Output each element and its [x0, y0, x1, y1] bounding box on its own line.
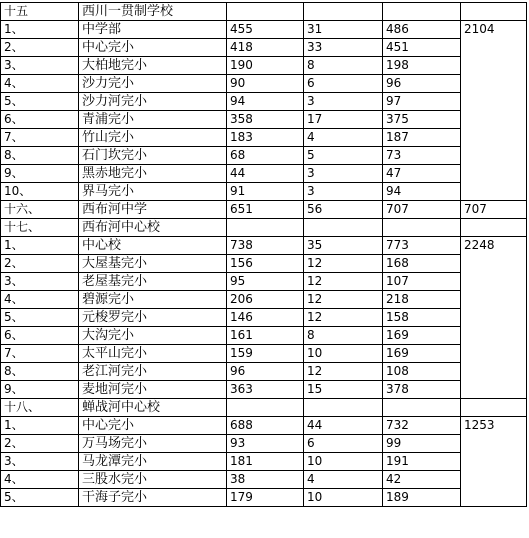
row-index-cell[interactable]: 十六、	[1, 201, 79, 219]
value-cell-3[interactable]: 42	[383, 471, 461, 489]
value-cell-2[interactable]: 31	[304, 21, 383, 39]
table-row	[1, 237, 527, 255]
value-cell-1[interactable]: 181	[227, 453, 304, 471]
value-cell-3[interactable]: 97	[383, 93, 461, 111]
value-cell-3[interactable]: 158	[383, 309, 461, 327]
school-name-cell[interactable]: 三股水完小	[79, 471, 227, 489]
value-cell-1[interactable]: 688	[227, 417, 304, 435]
school-name-cell[interactable]: 界马完小	[79, 183, 227, 201]
value-cell-2[interactable]: 17	[304, 111, 383, 129]
value-cell-2[interactable]: 12	[304, 273, 383, 291]
value-cell-3[interactable]: 107	[383, 273, 461, 291]
value-cell-1[interactable]: 90	[227, 75, 304, 93]
value-cell-2[interactable]: 33	[304, 39, 383, 57]
row-index-cell[interactable]: 8、	[1, 363, 79, 381]
value-cell-1[interactable]: 146	[227, 309, 304, 327]
group-total-cell[interactable]	[461, 3, 527, 21]
value-cell-2[interactable]: 3	[304, 93, 383, 111]
value-cell-2[interactable]: 12	[304, 291, 383, 309]
table-row	[1, 381, 527, 399]
row-index-cell[interactable]: 3、	[1, 453, 79, 471]
value-cell-2[interactable]: 56	[304, 201, 383, 219]
top-edge-mask	[0, 0, 529, 2]
school-name-cell[interactable]: 干海子完小	[79, 489, 227, 507]
school-name-cell[interactable]: 麦地河完小	[79, 381, 227, 399]
table-row	[1, 165, 527, 183]
row-index-cell[interactable]: 6、	[1, 111, 79, 129]
group-total-cell[interactable]: 2248	[461, 237, 527, 399]
value-cell-3[interactable]: 94	[383, 183, 461, 201]
value-cell-3[interactable]: 189	[383, 489, 461, 507]
table-row	[1, 93, 527, 111]
value-cell-3[interactable]: 99	[383, 435, 461, 453]
table-row	[1, 399, 527, 417]
school-name-cell[interactable]: 大柏地完小	[79, 57, 227, 75]
row-index-cell[interactable]: 2、	[1, 39, 79, 57]
group-total-cell[interactable]	[461, 399, 527, 417]
row-index-cell[interactable]: 十八、	[1, 399, 79, 417]
value-cell-3[interactable]: 378	[383, 381, 461, 399]
table-row	[1, 291, 527, 309]
table-row	[1, 363, 527, 381]
value-cell-3[interactable]: 451	[383, 39, 461, 57]
row-index-cell[interactable]: 5、	[1, 93, 79, 111]
value-cell-1[interactable]: 206	[227, 291, 304, 309]
row-index-cell[interactable]: 4、	[1, 291, 79, 309]
value-cell-1[interactable]: 363	[227, 381, 304, 399]
school-name-cell[interactable]: 太平山完小	[79, 345, 227, 363]
value-cell-1[interactable]	[227, 399, 304, 417]
value-cell-1[interactable]: 358	[227, 111, 304, 129]
table-body	[1, 3, 527, 507]
value-cell-2[interactable]: 3	[304, 165, 383, 183]
value-cell-2[interactable]: 6	[304, 75, 383, 93]
value-cell-3[interactable]: 187	[383, 129, 461, 147]
group-total-cell[interactable]: 707	[461, 201, 527, 219]
school-name-cell[interactable]: 中心校	[79, 237, 227, 255]
school-name-cell[interactable]: 西布河中学	[79, 201, 227, 219]
value-cell-1[interactable]: 68	[227, 147, 304, 165]
value-cell-1[interactable]: 161	[227, 327, 304, 345]
row-index-cell[interactable]: 1、	[1, 237, 79, 255]
value-cell-1[interactable]: 738	[227, 237, 304, 255]
value-cell-2[interactable]	[304, 399, 383, 417]
group-total-cell[interactable]: 1253	[461, 417, 527, 507]
value-cell-3[interactable]	[383, 219, 461, 237]
school-name-cell[interactable]: 青浦完小	[79, 111, 227, 129]
row-index-cell[interactable]: 2、	[1, 255, 79, 273]
table-row	[1, 489, 527, 507]
row-index-cell[interactable]: 十五	[1, 3, 79, 21]
value-cell-1[interactable]: 159	[227, 345, 304, 363]
value-cell-2[interactable]: 3	[304, 183, 383, 201]
school-name-cell[interactable]: 马龙潭完小	[79, 453, 227, 471]
value-cell-3[interactable]	[383, 3, 461, 21]
row-index-cell[interactable]: 1、	[1, 21, 79, 39]
value-cell-2[interactable]: 8	[304, 327, 383, 345]
value-cell-3[interactable]: 486	[383, 21, 461, 39]
school-name-cell[interactable]: 黑赤地完小	[79, 165, 227, 183]
table-row	[1, 309, 527, 327]
value-cell-3[interactable]: 169	[383, 345, 461, 363]
school-name-cell[interactable]: 元梭罗完小	[79, 309, 227, 327]
value-cell-1[interactable]: 91	[227, 183, 304, 201]
table-row	[1, 345, 527, 363]
value-cell-3[interactable]: 773	[383, 237, 461, 255]
value-cell-2[interactable]: 4	[304, 471, 383, 489]
value-cell-2[interactable]: 10	[304, 453, 383, 471]
value-cell-3[interactable]: 375	[383, 111, 461, 129]
row-index-cell[interactable]: 10、	[1, 183, 79, 201]
table-row	[1, 147, 527, 165]
school-name-cell[interactable]: 沙力完小	[79, 75, 227, 93]
table-row	[1, 3, 527, 21]
value-cell-1[interactable]	[227, 219, 304, 237]
school-name-cell[interactable]: 中学部	[79, 21, 227, 39]
group-total-cell[interactable]	[461, 219, 527, 237]
school-name-cell[interactable]: 中心完小	[79, 417, 227, 435]
value-cell-3[interactable]: 47	[383, 165, 461, 183]
value-cell-1[interactable]: 96	[227, 363, 304, 381]
school-name-cell[interactable]: 老屋基完小	[79, 273, 227, 291]
value-cell-1[interactable]: 455	[227, 21, 304, 39]
school-name-cell[interactable]: 西川一贯制学校	[79, 3, 227, 21]
table-row	[1, 435, 527, 453]
value-cell-2[interactable]: 15	[304, 381, 383, 399]
row-index-cell[interactable]: 9、	[1, 381, 79, 399]
value-cell-3[interactable]: 73	[383, 147, 461, 165]
value-cell-1[interactable]: 44	[227, 165, 304, 183]
row-index-cell[interactable]: 9、	[1, 165, 79, 183]
value-cell-3[interactable]: 168	[383, 255, 461, 273]
value-cell-2[interactable]: 12	[304, 363, 383, 381]
table-row	[1, 219, 527, 237]
table-row	[1, 273, 527, 291]
school-name-cell[interactable]: 碧源完小	[79, 291, 227, 309]
row-index-cell[interactable]: 2、	[1, 435, 79, 453]
value-cell-2[interactable]: 8	[304, 57, 383, 75]
value-cell-2[interactable]: 35	[304, 237, 383, 255]
school-name-cell[interactable]: 蝉战河中心校	[79, 399, 227, 417]
school-name-cell[interactable]: 石门坎完小	[79, 147, 227, 165]
row-index-cell[interactable]: 6、	[1, 327, 79, 345]
value-cell-1[interactable]: 156	[227, 255, 304, 273]
value-cell-1[interactable]: 93	[227, 435, 304, 453]
row-index-cell[interactable]: 4、	[1, 75, 79, 93]
value-cell-3[interactable]: 732	[383, 417, 461, 435]
table-row	[1, 183, 527, 201]
table-row	[1, 327, 527, 345]
school-name-cell[interactable]: 大沟完小	[79, 327, 227, 345]
value-cell-3[interactable]: 218	[383, 291, 461, 309]
table-row	[1, 111, 527, 129]
value-cell-2[interactable]	[304, 3, 383, 21]
value-cell-1[interactable]: 38	[227, 471, 304, 489]
row-index-cell[interactable]: 8、	[1, 147, 79, 165]
value-cell-1[interactable]: 94	[227, 93, 304, 111]
value-cell-2[interactable]	[304, 219, 383, 237]
table-row	[1, 129, 527, 147]
school-name-cell[interactable]: 沙力河完小	[79, 93, 227, 111]
row-index-cell[interactable]: 7、	[1, 345, 79, 363]
row-index-cell[interactable]: 1、	[1, 417, 79, 435]
value-cell-1[interactable]: 418	[227, 39, 304, 57]
value-cell-2[interactable]: 10	[304, 489, 383, 507]
table-row	[1, 21, 527, 39]
value-cell-1[interactable]: 651	[227, 201, 304, 219]
value-cell-1[interactable]	[227, 3, 304, 21]
value-cell-2[interactable]: 10	[304, 345, 383, 363]
table-row	[1, 39, 527, 57]
value-cell-2[interactable]: 44	[304, 417, 383, 435]
value-cell-1[interactable]: 179	[227, 489, 304, 507]
table-row	[1, 417, 527, 435]
table-row	[1, 201, 527, 219]
row-index-cell[interactable]: 7、	[1, 129, 79, 147]
value-cell-2[interactable]: 12	[304, 309, 383, 327]
value-cell-3[interactable]: 198	[383, 57, 461, 75]
row-index-cell[interactable]: 5、	[1, 489, 79, 507]
value-cell-3[interactable]: 191	[383, 453, 461, 471]
school-name-cell[interactable]: 西布河中心校	[79, 219, 227, 237]
value-cell-2[interactable]: 6	[304, 435, 383, 453]
value-cell-2[interactable]: 5	[304, 147, 383, 165]
school-name-cell[interactable]: 万马场完小	[79, 435, 227, 453]
table-row	[1, 57, 527, 75]
value-cell-3[interactable]: 169	[383, 327, 461, 345]
table-row	[1, 471, 527, 489]
school-name-cell[interactable]: 大屋基完小	[79, 255, 227, 273]
table-row	[1, 453, 527, 471]
table-row	[1, 255, 527, 273]
value-cell-1[interactable]: 190	[227, 57, 304, 75]
value-cell-3[interactable]	[383, 399, 461, 417]
group-total-cell[interactable]: 2104	[461, 21, 527, 201]
value-cell-1[interactable]: 183	[227, 129, 304, 147]
school-name-cell[interactable]: 中心完小	[79, 39, 227, 57]
value-cell-3[interactable]: 96	[383, 75, 461, 93]
school-name-cell[interactable]: 老江河完小	[79, 363, 227, 381]
row-index-cell[interactable]: 4、	[1, 471, 79, 489]
row-index-cell[interactable]: 十七、	[1, 219, 79, 237]
table-row	[1, 75, 527, 93]
value-cell-1[interactable]: 95	[227, 273, 304, 291]
value-cell-3[interactable]: 707	[383, 201, 461, 219]
school-enrollment-table	[0, 2, 527, 507]
school-name-cell[interactable]: 竹山完小	[79, 129, 227, 147]
value-cell-2[interactable]: 4	[304, 129, 383, 147]
value-cell-2[interactable]: 12	[304, 255, 383, 273]
value-cell-3[interactable]: 108	[383, 363, 461, 381]
row-index-cell[interactable]: 5、	[1, 309, 79, 327]
row-index-cell[interactable]: 3、	[1, 273, 79, 291]
row-index-cell[interactable]: 3、	[1, 57, 79, 75]
